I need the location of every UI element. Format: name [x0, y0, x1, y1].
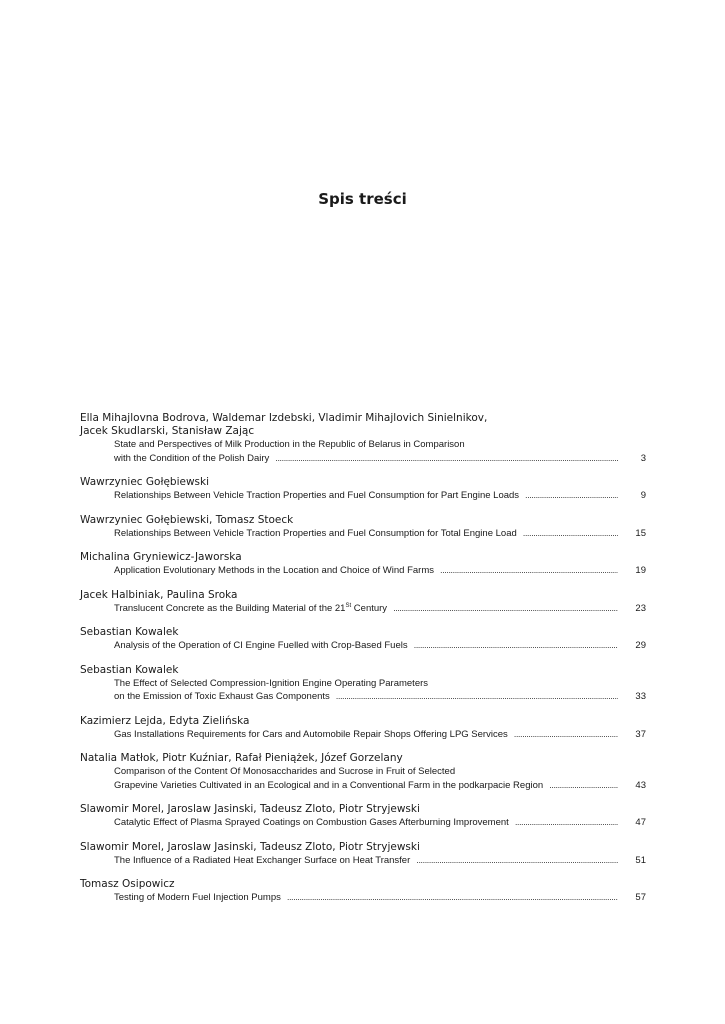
- entry-title-last-line[interactable]: [80, 639, 646, 653]
- toc-entry: [80, 626, 646, 653]
- toc-entry: [80, 589, 646, 616]
- entry-title-last-line[interactable]: [80, 891, 646, 905]
- dot-leader: [287, 891, 618, 905]
- entry-title-last-line[interactable]: [80, 690, 646, 704]
- entry-title-text: Translucent Concrete as the Building Material of the 21St Century: [114, 602, 388, 614]
- toc-entry: [80, 803, 646, 830]
- table-of-contents: [80, 412, 646, 916]
- entry-title-last-line[interactable]: [80, 564, 646, 578]
- dot-leader: [414, 639, 618, 653]
- page-number: 23: [635, 602, 646, 614]
- entry-authors: Slawomir Morel, Jaroslaw Jasinski, Tadeusz Zloto, Piotr Stryjewski: [80, 840, 420, 853]
- entry-title-text: Gas Installations Requirements for Cars and Automobile Repair Shops Offering LPG Services: [114, 728, 508, 740]
- entry-title-last-line[interactable]: [80, 728, 646, 742]
- entry-authors: Slawomir Morel, Jaroslaw Jasinski, Tadeusz Zloto, Piotr Stryjewski: [80, 803, 420, 815]
- dot-leader: [523, 527, 618, 541]
- toc-entry: [80, 551, 646, 578]
- toc-entry: [80, 878, 646, 905]
- entry-title-text: Grapevine Varieties Cultivated in an Ecological and in a Conventional Farm in the podkarpacie Region: [114, 779, 544, 791]
- entry-title-text: Catalytic Effect of Plasma Sprayed Coatings on Combustion Gases Afterburning Improvement: [114, 817, 509, 828]
- toc-entry: [80, 514, 646, 541]
- entry-authors: Jacek Halbiniak, Paulina Sroka: [80, 588, 238, 601]
- toc-entry: [80, 752, 646, 792]
- page-number: 3: [640, 452, 646, 464]
- entry-title-last-line[interactable]: [80, 527, 646, 541]
- entry-authors: Sebastian Kowalek: [80, 663, 179, 676]
- entry-title-text: The Influence of a Radiated Heat Exchanger Surface on Heat Transfer: [114, 854, 411, 866]
- entry-title-text: Relationships Between Vehicle Traction Properties and Fuel Consumption for Part Engine Loads: [114, 490, 520, 501]
- dot-leader: [440, 564, 618, 578]
- entry-authors: Jacek Skudlarski, Stanisław Zając: [80, 425, 255, 437]
- dot-leader: [515, 816, 618, 830]
- entry-authors: Wawrzyniec Gołębiewski, Tomasz Stoeck: [80, 513, 294, 526]
- dot-leader: [416, 854, 618, 868]
- entry-authors: Kazimierz Lejda, Edyta Zielińska: [80, 714, 250, 727]
- entry-title-last-line[interactable]: [80, 602, 646, 616]
- page-number: 9: [640, 490, 646, 501]
- dot-leader: [275, 452, 618, 466]
- page-number: 57: [635, 892, 646, 903]
- entry-title-line: State and Perspectives of Milk Production in the Republic of Belarus in Comparison: [114, 439, 465, 450]
- toc-entry: [80, 664, 646, 704]
- entry-title-line: The Effect of Selected Compression-Ignition Engine Operating Parameters: [114, 677, 429, 689]
- dot-leader: [525, 489, 618, 503]
- toc-entry: [80, 476, 646, 503]
- entry-authors: Michalina Gryniewicz-Jaworska: [80, 551, 242, 563]
- page-number: 33: [635, 691, 646, 702]
- entry-title-last-line[interactable]: [80, 816, 646, 830]
- toc-entry: [80, 715, 646, 742]
- entry-authors: Natalia Matłok, Piotr Kuźniar, Rafał Pieniążek, Józef Gorzelany: [80, 752, 403, 764]
- dot-leader: [336, 690, 618, 704]
- page-number: 51: [635, 854, 646, 866]
- entry-authors: Wawrzyniec Gołębiewski: [80, 476, 210, 488]
- dot-leader: [549, 779, 618, 793]
- dot-leader: [514, 728, 618, 742]
- page-number: 37: [635, 728, 646, 740]
- page-number: 47: [635, 817, 646, 828]
- page-number: 19: [635, 565, 646, 576]
- entry-title-text: on the Emission of Toxic Exhaust Gas Components: [114, 691, 330, 702]
- dot-leader: [393, 602, 618, 616]
- page-number: 29: [635, 640, 646, 651]
- entry-title-last-line[interactable]: [80, 489, 646, 503]
- entry-title-text: Application Evolutionary Methods in the Location and Choice of Wind Farms: [114, 565, 435, 576]
- entry-title-last-line[interactable]: [80, 779, 646, 793]
- entry-title-text: with the Condition of the Polish Dairy: [114, 452, 270, 464]
- entry-authors: Sebastian Kowalek: [80, 626, 179, 638]
- entry-title-line: Comparison of the Content Of Monosaccharides and Sucrose in Fruit of Selected: [114, 766, 456, 777]
- entry-authors: Ella Mihajlovna Bodrova, Waldemar Izdebski, Vladimir Mihajlovich Sinielnikov,: [80, 412, 488, 424]
- entry-authors: Tomasz Osipowicz: [80, 878, 175, 890]
- entry-title-text: Relationships Between Vehicle Traction Properties and Fuel Consumption for Total Engine Load: [114, 527, 517, 539]
- page-number: 43: [635, 779, 646, 791]
- page-title: Spis treści: [318, 190, 407, 208]
- entry-title-last-line[interactable]: [80, 452, 646, 466]
- entry-title-last-line[interactable]: [80, 854, 646, 868]
- entry-title-text: Testing of Modern Fuel Injection Pumps: [114, 892, 281, 903]
- page-number: 15: [635, 527, 646, 539]
- entry-title-text: Analysis of the Operation of CI Engine Fuelled with Crop-Based Fuels: [114, 640, 408, 651]
- toc-entry: [80, 841, 646, 868]
- toc-entry: [80, 412, 646, 465]
